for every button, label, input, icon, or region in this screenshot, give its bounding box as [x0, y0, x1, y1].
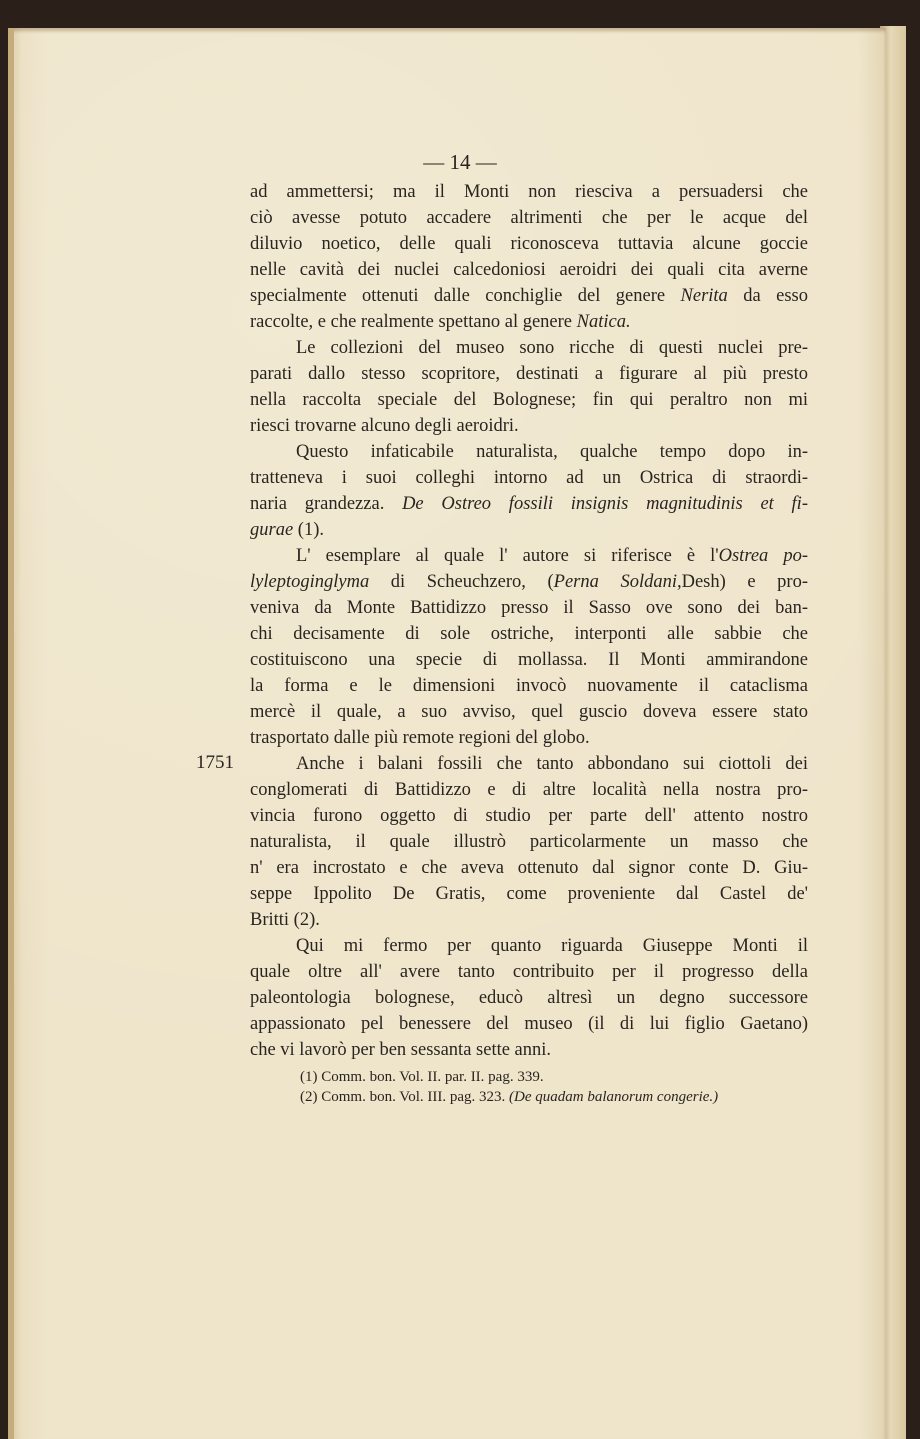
- text-span: Britti (2).: [250, 910, 320, 930]
- text-span: di Scheuchzero, (: [369, 572, 554, 592]
- text-line: [250, 700, 808, 724]
- text-span: specialmente ottenuti dalle conchiglie del genere: [250, 286, 681, 306]
- italic-text: Ostrea po-: [718, 546, 808, 566]
- text-span: Desh) e pro-: [681, 572, 808, 592]
- text-span: (1) Comm. bon. Vol. II. par. II. pag. 339.: [300, 1069, 544, 1085]
- footnote: [300, 1068, 544, 1086]
- text-span: raccolte, e che realmente spettano al genere: [250, 312, 577, 332]
- italic-text: De Ostreo fossili insignis magnitudinis et fi-: [402, 494, 808, 514]
- text-span: trasportato dalle più remote regioni del globo.: [250, 728, 590, 748]
- text-line: [250, 232, 808, 256]
- text-line: [250, 518, 808, 542]
- text-span: diluvio noetico, delle quali riconosceva tuttavia alcune goccie: [250, 234, 808, 254]
- text-span: Qui mi fermo per quanto riguarda Giuseppe Monti il: [296, 936, 808, 956]
- text-span: chi decisamente di sole ostriche, interponti alle sabbie che: [250, 624, 808, 644]
- text-span: ad ammettersi; ma il Monti non riesciva a persuadersi che: [250, 182, 808, 202]
- text-line: [296, 752, 808, 776]
- text-line: [296, 934, 808, 958]
- text-line: [250, 856, 808, 880]
- text-line: [250, 206, 808, 230]
- text-span: (2) Comm. bon. Vol. III. pag. 323.: [300, 1089, 510, 1105]
- text-line: [296, 440, 808, 464]
- text-span: da esso: [727, 286, 808, 306]
- text-line: [250, 622, 808, 646]
- text-line: [250, 180, 808, 204]
- text-span: nella raccolta speciale del Bolognese; fin qui peraltro non mi: [250, 390, 808, 410]
- footnote: [300, 1088, 718, 1106]
- text-span: parati dallo stesso scopritore, destinati a figurare al più presto: [250, 364, 808, 384]
- text-line: [250, 570, 808, 594]
- margin-year: 1751: [196, 752, 234, 773]
- text-span: n' era incrostato e che aveva ottenuto dal signor conte D. Giu-: [250, 858, 808, 878]
- italic-text: gurae: [250, 520, 294, 540]
- text-span: appassionato pel benessere del museo (il di lui figlio Gaetano): [250, 1014, 808, 1034]
- text-line: [250, 414, 808, 438]
- text-line: [250, 284, 808, 308]
- text-line: [250, 726, 808, 750]
- italic-text: (De quadam balanorum congerie.): [509, 1089, 719, 1105]
- text-line: [250, 492, 808, 516]
- text-line: [250, 258, 808, 282]
- text-span: che vi lavorò per ben sessanta sette anni.: [250, 1040, 552, 1060]
- text-line: [250, 388, 808, 412]
- text-line: [250, 596, 808, 620]
- text-line: [250, 908, 808, 932]
- text-line: [250, 882, 808, 906]
- italic-text: lyleptoginglyma: [250, 572, 370, 592]
- text-span: nelle cavità dei nuclei calcedoniosi aeroidri dei quali cita averne: [250, 260, 808, 280]
- text-span: paleontologia bolognese, educò altresì un degno successore: [250, 988, 808, 1008]
- text-span: Questo infaticabile naturalista, qualche tempo dopo in-: [296, 442, 808, 462]
- text-span: riesci trovarne alcuno degli aeroidri.: [250, 416, 519, 436]
- text-line: [296, 336, 808, 360]
- text-line: [250, 830, 808, 854]
- text-span: Le collezioni del museo sono ricche di questi nuclei pre-: [296, 338, 808, 358]
- text-span: la forma e le dimensioni invocò nuovamente il cataclisma: [250, 676, 808, 696]
- text-span: vincia furono oggetto di studio per parte dell' attento nostro: [250, 806, 808, 826]
- text-line: [250, 648, 808, 672]
- text-span: quale oltre all' avere tanto contribuito per il progresso della: [250, 962, 808, 982]
- italic-text: Nerita: [680, 286, 728, 306]
- text-line: [250, 1012, 808, 1036]
- page-number: — 14 —: [423, 150, 497, 174]
- text-span: Anche i balani fossili che tanto abbondano sui ciottoli dei: [296, 754, 808, 774]
- text-span: L' esemplare al quale l' autore si riferisce è l': [296, 546, 719, 566]
- text-span: (1).: [293, 520, 324, 540]
- page-edge: [8, 28, 14, 1439]
- text-span: seppe Ippolito De Gratis, come proveniente dal Castel de': [250, 884, 808, 904]
- italic-text: Perna Soldani,: [553, 572, 682, 592]
- text-span: costituiscono una specie di mollassa. Il Monti ammirandone: [250, 650, 808, 670]
- text-line: [250, 804, 808, 828]
- text-line: [250, 986, 808, 1010]
- text-line: [250, 778, 808, 802]
- text-span: conglomerati di Battidizzo e di altre località nella nostra pro-: [250, 780, 808, 800]
- text-span: mercè il quale, a suo avviso, quel guscio doveva essere stato: [250, 702, 808, 722]
- text-span: naria grandezza.: [250, 494, 403, 514]
- text-line: [296, 544, 808, 568]
- text-span: veniva da Monte Battidizzo presso il Sasso ove sono dei ban-: [250, 598, 808, 618]
- text-span: naturalista, il quale illustrò particolarmente un masso che: [250, 832, 808, 852]
- text-span: tratteneva i suoi colleghi intorno ad un Ostrica di straordi-: [250, 468, 808, 488]
- text-span: ciò avesse potuto accadere altrimenti che per le acque del: [250, 208, 808, 228]
- text-line: [250, 1038, 808, 1062]
- text-line: [250, 466, 808, 490]
- text-line: [250, 960, 808, 984]
- text-line: [250, 674, 808, 698]
- text-line: [250, 362, 808, 386]
- text-line: [250, 310, 808, 334]
- italic-text: Natica.: [576, 312, 631, 332]
